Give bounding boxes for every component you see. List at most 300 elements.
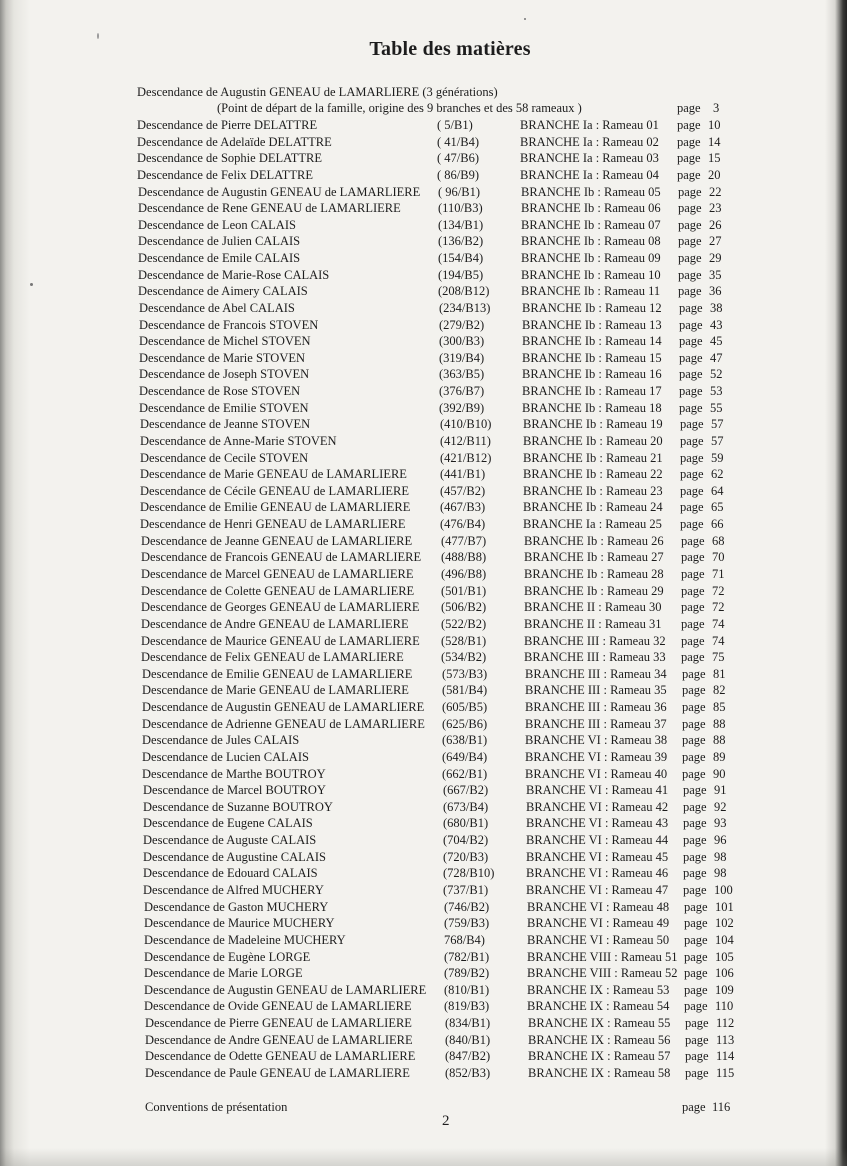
toc-entry-page-label: page	[682, 683, 706, 697]
toc-entry-page-number: 105	[715, 950, 734, 964]
toc-entry-page-label: page	[681, 600, 705, 614]
toc-entry	[0, 1048, 847, 1064]
toc-entry-code: (840/B1)	[445, 1033, 491, 1047]
toc-entry-branch: BRANCHE IX : Rameau 53	[527, 983, 670, 997]
toc-entry-page-number: 62	[711, 467, 724, 481]
toc-entry-code: (488/B8)	[441, 550, 487, 564]
toc-entry	[0, 433, 847, 449]
toc-entry-page-number: 64	[711, 484, 724, 498]
toc-entry-name: Descendance de Marthe BOUTROY	[142, 767, 326, 781]
toc-entry-name: Descendance de Maurice GENEAU de LAMARLIERE	[141, 634, 420, 648]
toc-entry-page-number: 29	[709, 251, 722, 265]
toc-entry	[0, 815, 847, 831]
toc-entry-page-number: 10	[708, 118, 721, 132]
toc-entry-branch: BRANCHE VI : Rameau 50	[527, 933, 670, 947]
toc-entry-branch: BRANCHE Ia : Rameau 01	[520, 118, 659, 132]
toc-entry-name: Descendance de Rene GENEAU de LAMARLIERE	[138, 201, 401, 215]
toc-entry-code: (421/B12)	[440, 451, 492, 465]
toc-entry-name: Descendance de Julien CALAIS	[138, 234, 301, 248]
toc-entry-code: (573/B3)	[442, 667, 488, 681]
toc-entry-branch: BRANCHE Ib : Rameau 26	[524, 534, 664, 548]
toc-entry-branch: BRANCHE Ia : Rameau 04	[520, 168, 659, 182]
page-bottom-shade	[0, 1148, 847, 1166]
toc-entry-code: (208/B12)	[438, 284, 490, 298]
toc-entry	[0, 549, 847, 565]
toc-entry-code: (501/B1)	[441, 584, 487, 598]
toc-entry-name: Descendance de Marie GENEAU de LAMARLIERE	[140, 467, 407, 481]
toc-entry-code: (300/B3)	[439, 334, 485, 348]
toc-entry-branch: BRANCHE VI : Rameau 46	[526, 866, 669, 880]
toc-entry-code: (476/B4)	[440, 517, 486, 531]
toc-entry-page-number: 114	[716, 1049, 735, 1063]
toc-entry	[0, 832, 847, 848]
toc-entry-page-label: page	[679, 401, 703, 415]
toc-entry-page-label: page	[677, 168, 701, 182]
toc-entry-page-label: page	[683, 850, 707, 864]
toc-entry-branch: BRANCHE VI : Rameau 41	[526, 783, 669, 797]
toc-entry-page-number: 85	[713, 700, 726, 714]
toc-entry-page-label: page	[680, 467, 704, 481]
toc-entry	[0, 167, 847, 183]
toc-entry-branch: BRANCHE Ib : Rameau 27	[524, 550, 664, 564]
toc-entry-name: Descendance de Leon CALAIS	[138, 218, 296, 232]
toc-entry-branch: BRANCHE VI : Rameau 39	[525, 750, 668, 764]
toc-entry-page-number: 68	[712, 534, 725, 548]
toc-entry-code: (638/B1)	[442, 733, 488, 747]
toc-entry	[0, 749, 847, 765]
toc-entry-page-number: 23	[709, 201, 722, 215]
toc-entry-code: (134/B1)	[438, 218, 484, 232]
toc-entry-name: Descendance de Marie STOVEN	[139, 351, 306, 365]
toc-entry-branch: BRANCHE Ib : Rameau 22	[523, 467, 663, 481]
toc-entry-page-label: page	[684, 900, 708, 914]
toc-entry-code: (506/B2)	[441, 600, 487, 614]
intro-page-label: page	[677, 101, 701, 115]
toc-entry-name: Descendance de Jeanne GENEAU de LAMARLIERE	[141, 534, 413, 548]
toc-entry-code: (528/B1)	[441, 634, 487, 648]
toc-entry-page-number: 52	[710, 367, 723, 381]
toc-entry-branch: BRANCHE Ib : Rameau 11	[521, 284, 661, 298]
scan-speck	[524, 18, 526, 20]
toc-entry-branch: BRANCHE Ib : Rameau 23	[523, 484, 663, 498]
toc-entry-branch: BRANCHE III : Rameau 36	[525, 700, 667, 714]
toc-entry-name: Descendance de Colette GENEAU de LAMARLIERE	[141, 584, 415, 598]
toc-entry-branch: BRANCHE Ib : Rameau 16	[522, 367, 662, 381]
toc-entry	[0, 350, 847, 366]
toc-entry-branch: BRANCHE Ib : Rameau 06	[521, 201, 661, 215]
toc-entry-name: Descendance de Anne-Marie STOVEN	[140, 434, 337, 448]
toc-entry-branch: BRANCHE Ib : Rameau 20	[523, 434, 663, 448]
toc-entry-code: ( 5/B1)	[437, 118, 473, 132]
toc-entry	[0, 300, 847, 316]
toc-entry-page-number: 59	[711, 451, 724, 465]
toc-entry-branch: BRANCHE Ib : Rameau 07	[521, 218, 661, 232]
toc-entry-name: Descendance de Paule GENEAU de LAMARLIERE	[145, 1066, 410, 1080]
toc-entry-name: Descendance de Georges GENEAU de LAMARLIERE	[141, 600, 420, 614]
toc-entry	[0, 416, 847, 432]
toc-entry	[0, 849, 847, 865]
toc-entry-branch: BRANCHE VI : Rameau 38	[525, 733, 668, 747]
toc-entry-code: (704/B2)	[443, 833, 489, 847]
toc-entry	[0, 233, 847, 249]
toc-entry	[0, 682, 847, 698]
toc-entry-branch: BRANCHE IX : Rameau 57	[528, 1049, 671, 1063]
toc-entry-branch: BRANCHE III : Rameau 35	[525, 683, 667, 697]
toc-entry-page-number: 104	[715, 933, 734, 947]
page-title: Table des matières	[369, 38, 531, 60]
toc-entry-code: (154/B4)	[438, 251, 484, 265]
toc-entry-page-label: page	[683, 866, 707, 880]
toc-entry-branch: BRANCHE IX : Rameau 56	[528, 1033, 671, 1047]
toc-entry-page-number: 15	[708, 151, 721, 165]
toc-entry-page-number: 109	[715, 983, 734, 997]
toc-entry-name: Descendance de Marcel GENEAU de LAMARLIERE	[141, 567, 414, 581]
toc-entry-name: Descendance de Lucien CALAIS	[142, 750, 309, 764]
toc-entry-page-label: page	[681, 567, 705, 581]
toc-entry-code: (847/B2)	[445, 1049, 491, 1063]
toc-entry-name: Descendance de Augustin GENEAU de LAMARLIERE	[138, 185, 421, 199]
toc-entry-page-label: page	[678, 251, 702, 265]
toc-entry-branch: BRANCHE Ib : Rameau 17	[522, 384, 662, 398]
toc-entry	[0, 899, 847, 915]
toc-entry-code: (467/B3)	[440, 500, 486, 514]
toc-entry-code: (279/B2)	[439, 318, 485, 332]
toc-entry-name: Descendance de Jules CALAIS	[142, 733, 300, 747]
toc-entry-page-number: 43	[710, 318, 723, 332]
toc-entry-name: Descendance de Adelaïde DELATTRE	[137, 135, 332, 149]
toc-entry-page-number: 81	[713, 667, 726, 681]
toc-entry-name: Descendance de Felix GENEAU de LAMARLIERE	[141, 650, 404, 664]
toc-entry-code: (662/B1)	[442, 767, 488, 781]
toc-entry-code: (810/B1)	[444, 983, 490, 997]
toc-entry-name: Descendance de Augustine CALAIS	[143, 850, 326, 864]
toc-entry	[0, 150, 847, 166]
toc-entry-code: (720/B3)	[443, 850, 489, 864]
toc-entry-code: (496/B8)	[441, 567, 487, 581]
toc-entry-code: ( 41/B4)	[437, 135, 480, 149]
toc-entry-page-label: page	[681, 550, 705, 564]
toc-entry	[0, 799, 847, 815]
toc-entry-code: (782/B1)	[444, 950, 490, 964]
toc-entry	[0, 699, 847, 715]
toc-entry-page-number: 113	[716, 1033, 735, 1047]
toc-entry	[0, 882, 847, 898]
toc-entry-page-label: page	[678, 284, 702, 298]
toc-entry-page-label: page	[685, 1049, 709, 1063]
toc-entry-name: Descendance de Andre GENEAU de LAMARLIERE	[145, 1033, 413, 1047]
toc-entry-code: (457/B2)	[440, 484, 486, 498]
toc-entry-page-number: 70	[712, 550, 725, 564]
intro-page-number: 3	[713, 101, 720, 115]
toc-entry-name: Descendance de Sophie DELATTRE	[137, 151, 323, 165]
toc-entry-page-number: 75	[712, 650, 725, 664]
toc-entry-name: Descendance de Emile CALAIS	[138, 251, 301, 265]
toc-entry-branch: BRANCHE Ib : Rameau 21	[523, 451, 663, 465]
toc-entry-page-label: page	[684, 999, 708, 1013]
toc-entry-name: Descendance de Odette GENEAU de LAMARLIERE	[145, 1049, 416, 1063]
toc-entry-code: (234/B13)	[439, 301, 491, 315]
toc-entry	[0, 333, 847, 349]
toc-entry	[0, 317, 847, 333]
toc-entry-code: (110/B3)	[438, 201, 483, 215]
toc-entry-branch: BRANCHE II : Rameau 31	[524, 617, 662, 631]
toc-entry-page-number: 45	[710, 334, 723, 348]
toc-entry-page-label: page	[679, 334, 703, 348]
toc-entry	[0, 766, 847, 782]
toc-entry-branch: BRANCHE III : Rameau 33	[524, 650, 666, 664]
page-number: 2	[442, 1113, 450, 1129]
intro-line-2: (Point de départ de la famille, origine des 9 branches et des 58 rameaux )	[217, 101, 582, 115]
toc-entry-name: Descendance de Andre GENEAU de LAMARLIERE	[141, 617, 409, 631]
toc-entry	[0, 516, 847, 532]
toc-entry-branch: BRANCHE Ib : Rameau 29	[524, 584, 664, 598]
toc-entry-page-number: 112	[716, 1016, 735, 1030]
toc-entry-page-number: 115	[716, 1066, 735, 1080]
toc-entry-name: Descendance de Gaston MUCHERY	[144, 900, 329, 914]
toc-entry-page-label: page	[683, 800, 707, 814]
toc-entry-page-label: page	[684, 950, 708, 964]
toc-entry-code: (534/B2)	[441, 650, 487, 664]
toc-entry-page-number: 93	[714, 816, 727, 830]
toc-entry-page-number: 74	[712, 617, 725, 631]
toc-entry-page-label: page	[680, 500, 704, 514]
footer-page-number: 116	[712, 1100, 731, 1114]
toc-entry-branch: BRANCHE VI : Rameau 43	[526, 816, 669, 830]
toc-entry	[0, 782, 847, 798]
toc-entry-page-number: 57	[711, 434, 724, 448]
toc-entry-page-label: page	[684, 916, 708, 930]
toc-entry-name: Descendance de Pierre DELATTRE	[137, 118, 318, 132]
toc-entry-name: Descendance de Jeanne STOVEN	[140, 417, 311, 431]
toc-entry-name: Descendance de Pierre GENEAU de LAMARLIERE	[145, 1016, 412, 1030]
toc-entry	[0, 533, 847, 549]
toc-entry-page-number: 27	[709, 234, 722, 248]
toc-entry-name: Descendance de Ovide GENEAU de LAMARLIERE	[144, 999, 412, 1013]
toc-entry-code: ( 47/B6)	[437, 151, 480, 165]
toc-entry	[0, 599, 847, 615]
toc-entry-code: (728/B10)	[443, 866, 495, 880]
toc-entry-branch: BRANCHE III : Rameau 37	[525, 717, 667, 731]
toc-entry-branch: BRANCHE Ib : Rameau 12	[522, 301, 662, 315]
toc-entry-code: (392/B9)	[439, 401, 485, 415]
toc-entry-name: Descendance de Marcel BOUTROY	[143, 783, 326, 797]
toc-entry-page-number: 72	[712, 584, 725, 598]
toc-entry	[0, 732, 847, 748]
toc-entry-name: Descendance de Aimery CALAIS	[138, 284, 308, 298]
toc-entry-branch: BRANCHE Ib : Rameau 09	[521, 251, 661, 265]
toc-entry-page-label: page	[685, 1066, 709, 1080]
toc-entry-page-label: page	[685, 1016, 709, 1030]
toc-entry-code: (737/B1)	[443, 883, 489, 897]
toc-entry	[0, 1015, 847, 1031]
toc-entry-name: Descendance de Michel STOVEN	[139, 334, 311, 348]
toc-entry-name: Descendance de Auguste CALAIS	[143, 833, 317, 847]
toc-entry-code: (319/B4)	[439, 351, 485, 365]
toc-entry-page-number: 91	[714, 783, 727, 797]
toc-entry	[0, 932, 847, 948]
toc-entry-page-number: 35	[709, 268, 722, 282]
toc-entry-code: (852/B3)	[445, 1066, 491, 1080]
toc-entry-code: (819/B3)	[444, 999, 490, 1013]
toc-entry-branch: BRANCHE Ib : Rameau 13	[522, 318, 662, 332]
toc-entry	[0, 200, 847, 216]
toc-entry-branch: BRANCHE Ib : Rameau 10	[521, 268, 661, 282]
toc-entry-code: (605/B5)	[442, 700, 488, 714]
toc-entry	[0, 483, 847, 499]
footer-conventions: Conventions de présentation	[145, 1100, 288, 1114]
toc-entry	[0, 267, 847, 283]
intro-line-1: Descendance de Augustin GENEAU de LAMARLIERE (3 générations)	[137, 85, 498, 99]
toc-entry-page-label: page	[682, 700, 706, 714]
footer-page-label: page	[682, 1100, 706, 1114]
toc-entry-name: Descendance de Alfred MUCHERY	[143, 883, 324, 897]
toc-entry-branch: BRANCHE II : Rameau 30	[524, 600, 662, 614]
toc-entry-code: (746/B2)	[444, 900, 490, 914]
toc-entry-page-label: page	[678, 201, 702, 215]
toc-entry	[0, 283, 847, 299]
toc-entry-page-label: page	[683, 816, 707, 830]
toc-entry	[0, 184, 847, 200]
toc-entry-page-number: 55	[710, 401, 723, 415]
toc-entry-code: (667/B2)	[443, 783, 489, 797]
toc-entry-page-number: 26	[709, 218, 722, 232]
toc-entry-page-label: page	[678, 218, 702, 232]
toc-entry-page-number: 88	[713, 733, 726, 747]
toc-entry-code: 768/B4)	[444, 933, 485, 947]
toc-entry-page-label: page	[679, 301, 703, 315]
toc-entry-page-number: 38	[710, 301, 723, 315]
toc-entry-code: (581/B4)	[442, 683, 488, 697]
toc-entry-code: (136/B2)	[438, 234, 484, 248]
toc-entry	[0, 250, 847, 266]
toc-entry-page-label: page	[681, 617, 705, 631]
toc-entry-code: (376/B7)	[439, 384, 485, 398]
toc-entry-page-number: 36	[709, 284, 722, 298]
toc-entry-code: (680/B1)	[443, 816, 489, 830]
toc-entry-page-label: page	[678, 185, 702, 199]
toc-entry-branch: BRANCHE IX : Rameau 54	[527, 999, 670, 1013]
toc-entry-branch: BRANCHE VI : Rameau 44	[526, 833, 669, 847]
toc-entry-page-label: page	[681, 584, 705, 598]
toc-entry-branch: BRANCHE VI : Rameau 45	[526, 850, 669, 864]
toc-entry-page-number: 96	[714, 833, 727, 847]
toc-entry	[0, 998, 847, 1014]
toc-entry-name: Descendance de Francois STOVEN	[139, 318, 319, 332]
toc-entry-branch: BRANCHE IX : Rameau 55	[528, 1016, 671, 1030]
toc-entry-name: Descendance de Suzanne BOUTROY	[143, 800, 333, 814]
toc-entry-branch: BRANCHE VIII : Rameau 51	[527, 950, 678, 964]
toc-entry-name: Descendance de Cécile GENEAU de LAMARLIERE	[140, 484, 410, 498]
toc-entry-page-number: 90	[713, 767, 726, 781]
toc-entry-branch: BRANCHE Ib : Rameau 28	[524, 567, 664, 581]
toc-entry-code: (649/B4)	[442, 750, 488, 764]
toc-entry	[0, 1032, 847, 1048]
toc-entry-code: ( 96/B1)	[438, 185, 481, 199]
toc-entry-page-number: 102	[715, 916, 734, 930]
toc-entry-name: Descendance de Madeleine MUCHERY	[144, 933, 346, 947]
toc-entry-code: (759/B3)	[444, 916, 490, 930]
toc-entry-page-label: page	[684, 966, 708, 980]
toc-entry-name: Descendance de Augustin GENEAU de LAMARLIERE	[144, 983, 427, 997]
toc-entry-code: (834/B1)	[445, 1016, 491, 1030]
toc-entry-name: Descendance de Marie GENEAU de LAMARLIERE	[142, 683, 409, 697]
toc-entry-code: (441/B1)	[440, 467, 486, 481]
toc-entry-branch: BRANCHE VIII : Rameau 52	[527, 966, 678, 980]
toc-entry-branch: BRANCHE IX : Rameau 58	[528, 1066, 671, 1080]
toc-entry-code: (363/B5)	[439, 367, 485, 381]
toc-entry-code: (789/B2)	[444, 966, 490, 980]
toc-entry-branch: BRANCHE III : Rameau 34	[525, 667, 667, 681]
toc-entry-page-label: page	[684, 983, 708, 997]
toc-entry	[0, 649, 847, 665]
toc-entry-name: Descendance de Augustin GENEAU de LAMARLIERE	[142, 700, 425, 714]
toc-entry	[0, 383, 847, 399]
toc-entry	[0, 1065, 847, 1081]
toc-entry-name: Descendance de Eugène LORGE	[144, 950, 311, 964]
toc-entry-page-label: page	[678, 234, 702, 248]
toc-entry-name: Descendance de Emilie GENEAU de LAMARLIERE	[140, 500, 411, 514]
toc-entry-code: (412/B11)	[440, 434, 491, 448]
toc-entry-page-label: page	[682, 717, 706, 731]
toc-entry-page-label: page	[680, 434, 704, 448]
toc-entry-branch: BRANCHE VI : Rameau 47	[526, 883, 669, 897]
toc-entry-branch: BRANCHE Ib : Rameau 14	[522, 334, 662, 348]
toc-entry-name: Descendance de Joseph STOVEN	[139, 367, 310, 381]
toc-entry	[0, 566, 847, 582]
toc-entry-page-number: 47	[710, 351, 723, 365]
toc-entry-name: Descendance de Rose STOVEN	[139, 384, 301, 398]
toc-entry-page-number: 74	[712, 634, 725, 648]
toc-entry-branch: BRANCHE VI : Rameau 49	[527, 916, 670, 930]
toc-entry	[0, 949, 847, 965]
toc-entry-branch: BRANCHE Ib : Rameau 19	[523, 417, 663, 431]
toc-entry-page-label: page	[681, 534, 705, 548]
toc-entry-page-number: 66	[711, 517, 724, 531]
toc-entry-page-label: page	[682, 667, 706, 681]
toc-entry-page-label: page	[680, 451, 704, 465]
toc-entry-page-number: 20	[708, 168, 721, 182]
toc-entry-name: Descendance de Edouard CALAIS	[143, 866, 318, 880]
toc-entry-branch: BRANCHE Ia : Rameau 03	[520, 151, 659, 165]
toc-entry-name: Descendance de Maurice MUCHERY	[144, 916, 335, 930]
toc-entry-code: (522/B2)	[441, 617, 487, 631]
toc-entry-page-number: 98	[714, 866, 727, 880]
toc-entry-name: Descendance de Henri GENEAU de LAMARLIERE	[140, 517, 406, 531]
toc-entry-page-label: page	[677, 135, 701, 149]
toc-entry-name: Descendance de Eugene CALAIS	[143, 816, 313, 830]
toc-entry-page-number: 89	[713, 750, 726, 764]
toc-entry-page-number: 88	[713, 717, 726, 731]
toc-entry-name: Descendance de Felix DELATTRE	[137, 168, 313, 182]
toc-entry-page-number: 22	[709, 185, 722, 199]
toc-entry-page-number: 14	[708, 135, 721, 149]
toc-entry-code: (673/B4)	[443, 800, 489, 814]
toc-entry	[0, 400, 847, 416]
toc-entry-page-label: page	[680, 517, 704, 531]
toc-entry-code: (194/B5)	[438, 268, 484, 282]
toc-entry-code: (625/B6)	[442, 717, 488, 731]
toc-entry	[0, 716, 847, 732]
toc-entry-page-label: page	[680, 484, 704, 498]
toc-entry-branch: BRANCHE III : Rameau 32	[524, 634, 666, 648]
toc-entry-code: ( 86/B9)	[437, 168, 480, 182]
toc-entry-page-label: page	[682, 750, 706, 764]
toc-entry-page-number: 101	[715, 900, 734, 914]
toc-entry	[0, 117, 847, 133]
toc-entry-page-label: page	[683, 883, 707, 897]
toc-entry	[0, 466, 847, 482]
toc-entry-name: Descendance de Emilie GENEAU de LAMARLIERE	[142, 667, 413, 681]
